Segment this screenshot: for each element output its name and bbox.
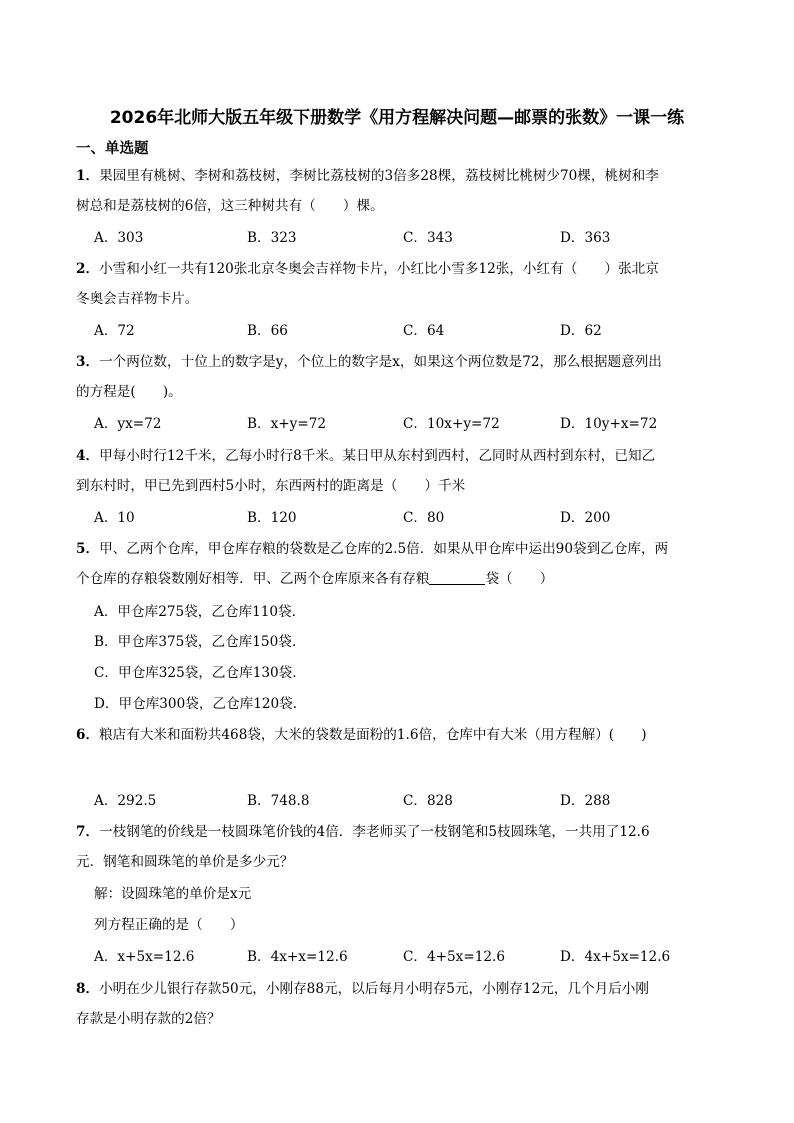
section-heading: 一、单选题 xyxy=(76,141,149,157)
question-6-line-1: 6．粮店有大米和面粉共468袋，大米的袋数是面粉的1.6倍，仓库中有大米（用方程解）( ) xyxy=(76,727,647,743)
question-number: 8． xyxy=(76,981,100,997)
option-d: D．甲仓库300袋，乙仓库120袋. xyxy=(94,696,298,712)
question-number: 3． xyxy=(76,354,100,370)
option-b: B．4x+x=12.6 xyxy=(247,949,348,965)
option-d: D．288 xyxy=(560,793,611,809)
question-5-line-1: 5．甲、乙两个仓库，甲仓库存粮的袋数是乙仓库的2.5倍．如果从甲仓库中运出90袋到乙仓库，两 xyxy=(76,541,669,557)
question-2-line-1: 2．小雪和小红一共有120张北京冬奥会吉祥物卡片，小红比小雪多12张，小红有（ ）张北京 xyxy=(76,261,659,277)
option-a: A．72 xyxy=(94,323,135,339)
question-2-line-2: 冬奥会吉祥物卡片。 xyxy=(76,291,199,307)
option-a: A．yx=72 xyxy=(94,416,162,432)
question-3-line-2: 的方程是( )。 xyxy=(76,384,182,400)
option-d: D．200 xyxy=(560,510,611,526)
option-c: C．80 xyxy=(403,510,445,526)
question-7-solution: 解：设圆珠笔的单价是x元 xyxy=(94,886,252,902)
option-c: C．828 xyxy=(403,793,453,809)
option-c: C．4+5x=12.6 xyxy=(403,949,506,965)
option-a: A．x+5x=12.6 xyxy=(94,949,195,965)
option-d: D．10y+x=72 xyxy=(560,416,658,432)
option-a: A．甲仓库275袋，乙仓库110袋. xyxy=(94,604,296,620)
question-number: 7． xyxy=(76,824,100,840)
option-c: C．343 xyxy=(403,230,453,246)
question-7-prompt: 列方程正确的是（ ） xyxy=(94,917,244,933)
question-number: 1． xyxy=(76,168,100,184)
option-d: D．62 xyxy=(560,323,602,339)
option-b: B．748.8 xyxy=(247,793,310,809)
option-b: B．66 xyxy=(247,323,288,339)
question-5-line-2: 个仓库的存粮袋数刚好相等．甲、乙两个仓库原来各有存粮 袋（ ） xyxy=(76,571,554,587)
option-b: B．甲仓库375袋，乙仓库150袋. xyxy=(94,634,297,650)
option-b: B．323 xyxy=(247,230,297,246)
question-3-line-1: 3．一个两位数，十位上的数字是y，个位上的数字是x，如果这个两位数是72，那么根据题意列出 xyxy=(76,354,662,370)
question-7-line-2: 元．钢笔和圆珠笔的单价是多少元？ xyxy=(76,854,294,870)
question-8-line-2: 存款是小明存款的2倍？ xyxy=(76,1011,221,1027)
question-number: 2． xyxy=(76,261,100,277)
question-number: 4． xyxy=(76,448,100,464)
question-7-line-1: 7．一枝钢笔的价线是一枝圆珠笔价钱的4倍．李老师买了一枝钢笔和5枝圆珠笔，一共用了12.6 xyxy=(76,824,650,840)
page-title: 2026年北师大版五年级下册数学《用方程解决问题—邮票的张数》一课一练 xyxy=(109,108,685,128)
question-1-line-1: 1．果园里有桃树、李树和荔枝树，李树比荔枝树的3倍多28棵，荔枝树比桃树少70棵，桃树和李 xyxy=(76,168,659,184)
question-4-line-1: 4．甲每小时行12千米，乙每小时行8千米。某日甲从东村到西村，乙同时从西村到东村，已知乙 xyxy=(76,448,656,464)
question-number: 6． xyxy=(76,727,100,743)
option-c: C．甲仓库325袋，乙仓库130袋. xyxy=(94,665,297,681)
option-a: A．292.5 xyxy=(94,793,157,809)
option-d: D．4x+5x=12.6 xyxy=(560,949,671,965)
option-a: A．10 xyxy=(94,510,135,526)
option-c: C．64 xyxy=(403,323,445,339)
option-b: B．120 xyxy=(247,510,297,526)
option-c: C．10x+y=72 xyxy=(403,416,500,432)
question-4-line-2: 到东村时，甲已先到西村5小时，东西两村的距离是（ ）千米 xyxy=(76,478,466,494)
option-d: D．363 xyxy=(560,230,611,246)
question-1-line-2: 树总和是荔枝树的6倍，这三种树共有（ ）棵。 xyxy=(76,198,384,214)
option-b: B．x+y=72 xyxy=(247,416,327,432)
question-8-line-1: 8．小明在少儿银行存款50元，小刚存88元，以后每月小明存5元，小刚存12元，几个月后小刚 xyxy=(76,981,649,997)
question-number: 5． xyxy=(76,541,100,557)
answer-blank xyxy=(429,570,485,585)
option-a: A．303 xyxy=(94,230,144,246)
